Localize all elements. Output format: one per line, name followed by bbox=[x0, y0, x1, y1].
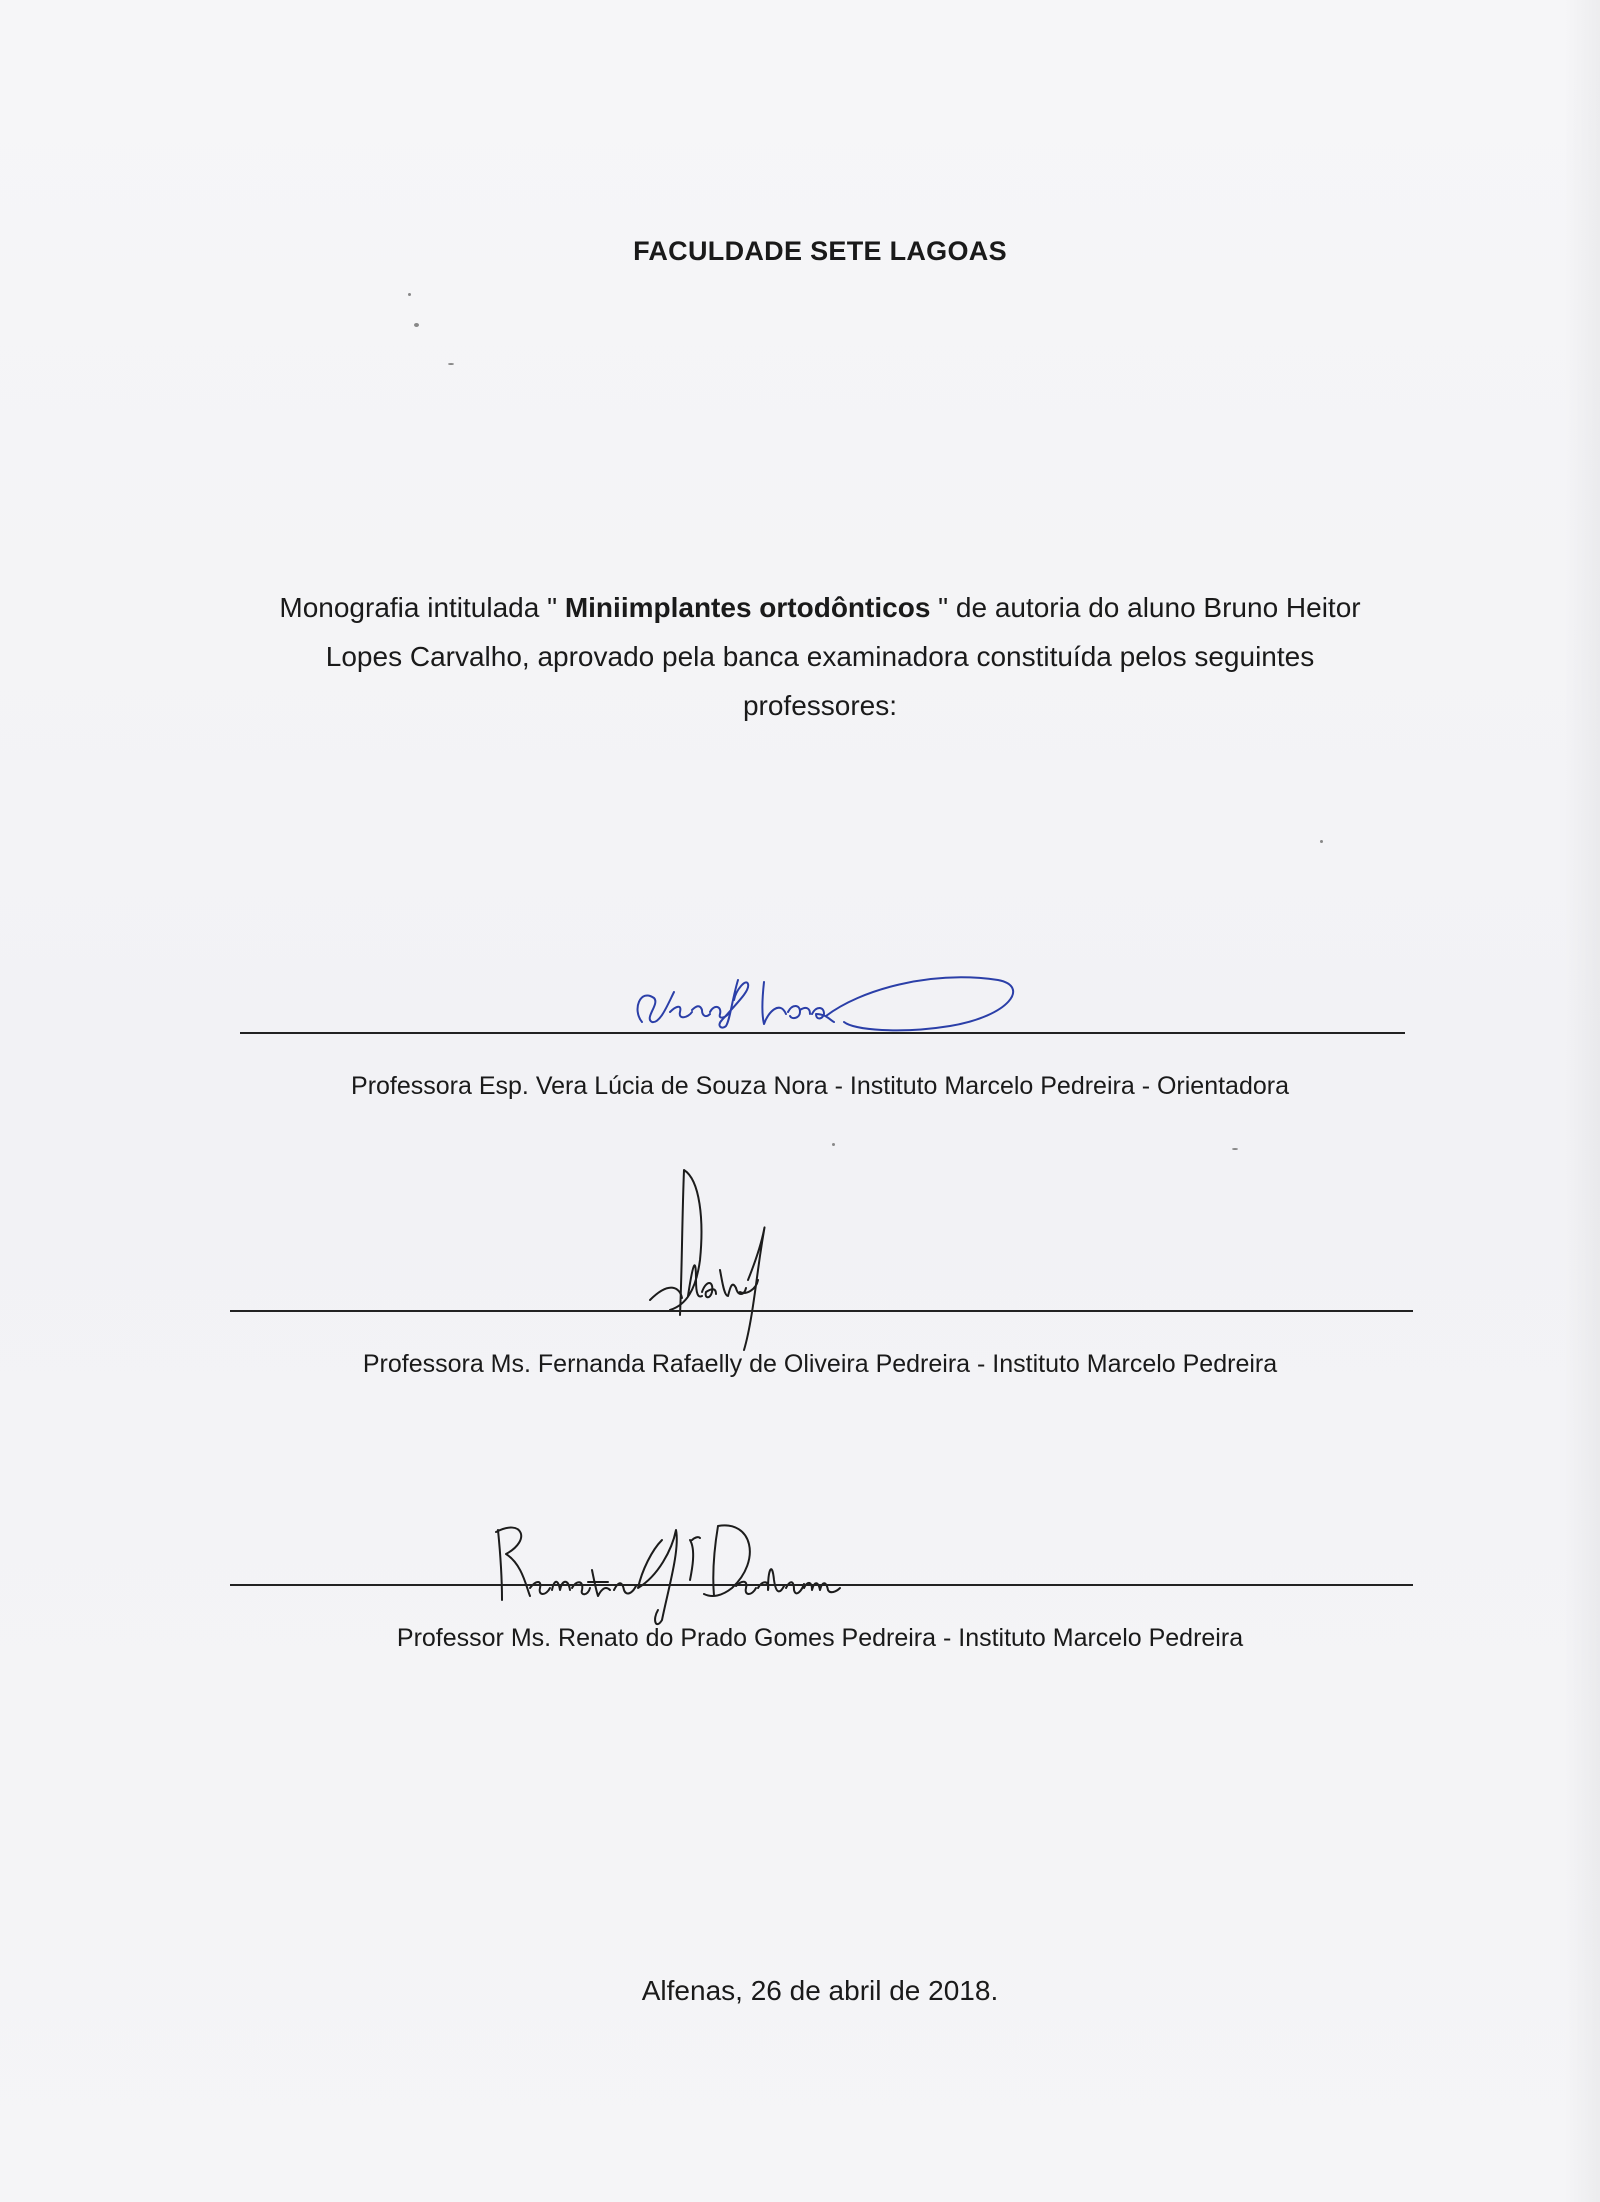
signature-renato-pedreira bbox=[492, 1510, 872, 1630]
signature-line bbox=[240, 1032, 1405, 1034]
scan-speck bbox=[448, 363, 454, 365]
signature-vera-nora bbox=[630, 960, 1030, 1040]
examiner-caption: Professora Esp. Vera Lúcia de Souza Nora - Instituto Marcelo Pedreira - Orientadora bbox=[351, 1072, 1289, 1100]
signature-fernanda-pedreira bbox=[640, 1160, 840, 1360]
examiner-caption: Professora Ms. Fernanda Rafaelly de Oliveira Pedreira - Instituto Marcelo Pedreira bbox=[362, 1350, 1278, 1378]
scan-speck bbox=[414, 323, 419, 327]
intro-text-after: " de autoria do aluno Bruno Heitor Lopes Carvalho, aprovado pela banca examinadora constituída pelos seguintes professores: bbox=[325, 592, 1361, 721]
page-edge-shadow bbox=[1564, 0, 1600, 2202]
examiner-caption: Professor Ms. Renato do Prado Gomes Pedreira - Instituto Marcelo Pedreira bbox=[396, 1624, 1244, 1652]
monograph-title: Miniimplantes ortodônticos bbox=[564, 592, 931, 623]
date-line: Alfenas, 26 de abril de 2018. bbox=[641, 1975, 999, 2006]
intro-text-before: Monografia intitulada " bbox=[279, 592, 565, 623]
intro-paragraph bbox=[262, 583, 1378, 730]
scan-speck bbox=[832, 1143, 835, 1146]
scan-speck bbox=[408, 293, 411, 296]
signature-line bbox=[230, 1584, 1413, 1586]
scan-speck bbox=[1320, 840, 1323, 843]
institution-heading: FACULDADE SETE LAGOAS bbox=[633, 236, 1007, 266]
signature-line bbox=[230, 1310, 1413, 1312]
scan-speck bbox=[1232, 1148, 1238, 1150]
